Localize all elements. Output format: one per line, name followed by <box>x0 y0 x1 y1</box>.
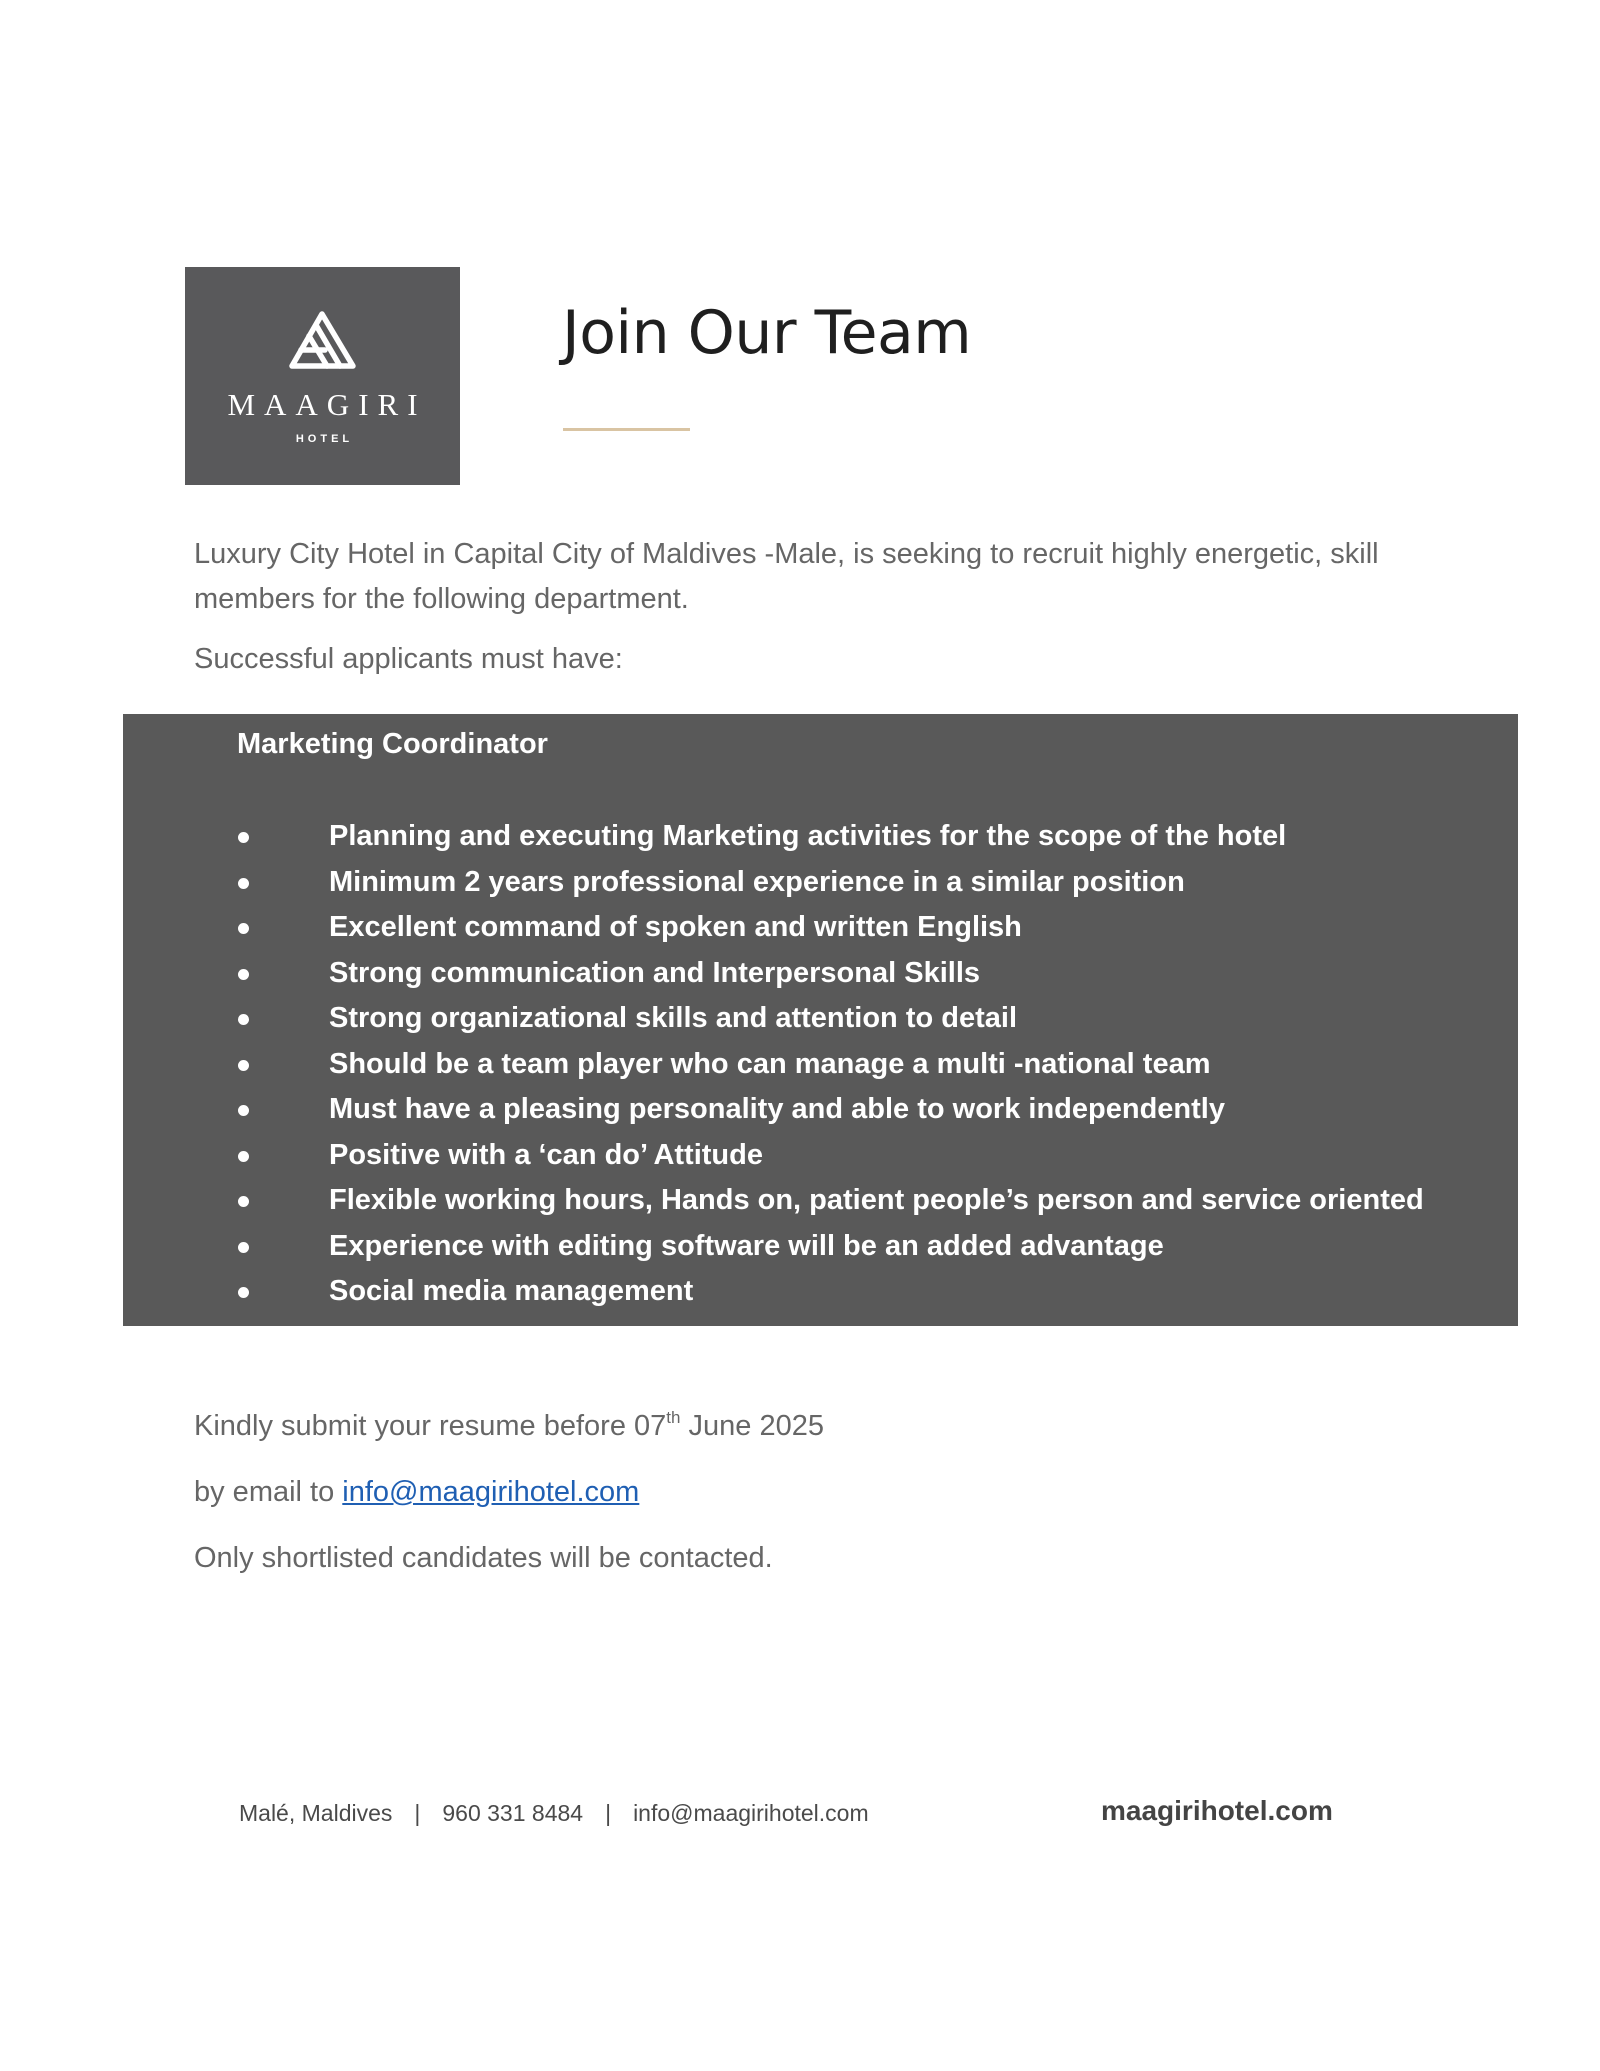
deadline-prefix: Kindly submit your resume before 07 <box>194 1410 667 1442</box>
footer-separator: | <box>605 1800 612 1826</box>
page-title: Join Our Team <box>562 298 972 368</box>
bullet-icon <box>238 1105 249 1116</box>
requirement-text: Strong organizational skills and attention to detail <box>329 1002 1017 1034</box>
footer-phone: 960 331 8484 <box>442 1800 584 1826</box>
footer-contact <box>239 1800 869 1827</box>
requirement-text: Must have a pleasing personality and able to work independently <box>329 1093 1225 1125</box>
footer-location: Malé, Maldives <box>239 1800 393 1826</box>
requirement-text: Planning and executing Marketing activities for the scope of the hotel <box>329 820 1287 852</box>
requirement-text: Excellent command of spoken and written English <box>329 911 1022 943</box>
bullet-icon <box>238 878 249 889</box>
email-link[interactable]: info@maagirihotel.com <box>342 1476 640 1508</box>
position-panel <box>123 714 1518 1326</box>
bullet-icon <box>238 923 249 934</box>
title-underline <box>563 428 690 431</box>
deadline-suffix: June 2025 <box>680 1410 824 1442</box>
requirement-text: Strong communication and Interpersonal Skills <box>329 956 980 989</box>
bullet-icon <box>238 1060 249 1071</box>
bullet-icon <box>238 1287 249 1298</box>
footer-website: maagirihotel.com <box>1101 1795 1333 1826</box>
bullet-icon <box>238 1014 249 1025</box>
maagiri-triangle-icon <box>287 309 358 371</box>
bullet-icon <box>238 1196 249 1207</box>
email-prefix: by email to <box>194 1476 343 1508</box>
footer-separator: | <box>414 1800 421 1826</box>
requirement-text: Flexible working hours, Hands on, patient people’s person and service oriented <box>329 1184 1424 1216</box>
email-instruction <box>194 1476 639 1509</box>
logo-wordmark: MAAGIRI <box>227 387 427 422</box>
bullet-icon <box>238 1242 249 1253</box>
deadline-ordinal: th <box>666 1408 681 1427</box>
hotel-logo <box>185 267 460 485</box>
requirement-text: Should be a team player who can manage a multi -national team <box>329 1047 1211 1080</box>
requirement-text: Social media management <box>329 1275 694 1307</box>
logo-subtitle: HOTEL <box>295 433 354 445</box>
requirements-label: Successful applicants must have: <box>194 643 623 675</box>
submission-deadline <box>194 1410 824 1443</box>
requirement-text: Minimum 2 years professional experience in a similar position <box>329 865 1185 898</box>
shortlist-note: Only shortlisted candidates will be contacted. <box>194 1542 773 1574</box>
bullet-icon <box>238 969 249 980</box>
bullet-icon <box>238 1151 249 1162</box>
position-title: Marketing Coordinator <box>237 728 548 760</box>
footer-email: info@maagirihotel.com <box>633 1800 869 1826</box>
requirement-text: Positive with a ‘can do’ Attitude <box>329 1138 763 1171</box>
bullet-icon <box>238 832 249 843</box>
requirement-text: Experience with editing software will be an added advantage <box>329 1229 1164 1262</box>
intro-paragraph: Luxury City Hotel in Capital City of Maldives -Male, is seeking to recruit highly energetic, skill members for the following department. <box>194 538 1379 615</box>
